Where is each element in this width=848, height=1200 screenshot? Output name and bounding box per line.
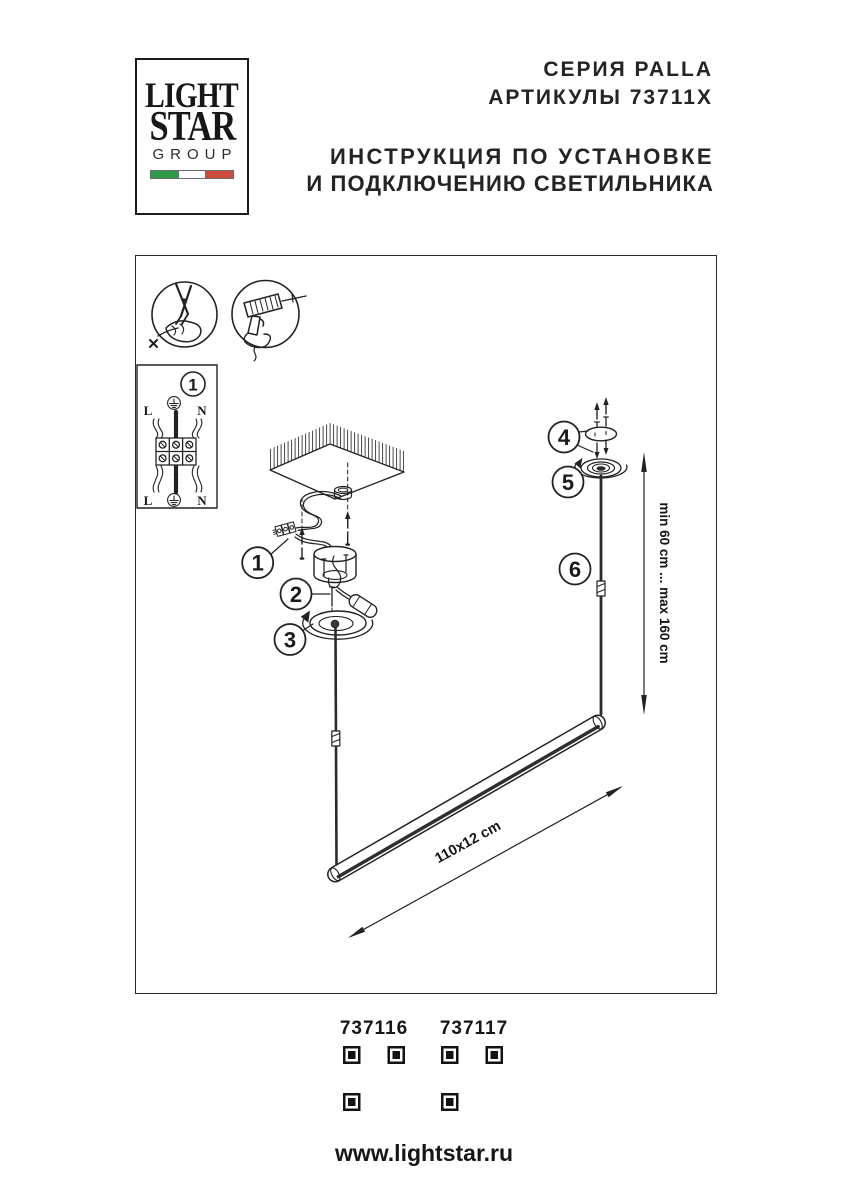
instruction-line-2: И ПОДКЛЮЧЕНИЮ СВЕТИЛЬНИКА — [306, 171, 714, 196]
flag-red-stripe — [206, 171, 233, 178]
wire-stripper-icon — [150, 282, 217, 347]
wiring-n-top: N — [197, 403, 207, 418]
fixture-size-label: 110x12 cm — [432, 817, 504, 868]
suspension-rod-left — [332, 628, 340, 864]
height-dimension — [641, 452, 672, 715]
light-bar — [325, 713, 608, 885]
article-code-1: 737116 — [339, 1018, 409, 1039]
article-code-2: 737117 — [439, 1018, 509, 1039]
step-6: 6 — [568, 556, 582, 582]
italian-flag — [150, 170, 234, 179]
logo-word-star: STAR — [148, 104, 236, 150]
height-range-label: min 60 cm ... max 160 cm — [657, 502, 672, 664]
length-dimension — [348, 786, 623, 938]
title-block — [488, 56, 713, 112]
flag-green-stripe — [151, 171, 179, 178]
step-3: 3 — [283, 627, 297, 653]
wiring-n-bottom: N — [197, 493, 207, 508]
wiring-l-bottom: L — [143, 493, 153, 508]
step-2: 2 — [289, 581, 303, 607]
rod-ferrule-right — [597, 581, 605, 596]
flag-white-stripe — [179, 171, 207, 178]
wiring-l-top: L — [143, 403, 153, 418]
ceiling-panel — [270, 423, 404, 500]
series-title: СЕРИЯ PALLA — [543, 58, 713, 81]
website-url: www.lightstar.ru — [334, 1140, 514, 1166]
wiring-diagram — [137, 365, 217, 508]
instruction-title — [306, 143, 714, 197]
logo-word-light: LIGHT — [145, 75, 239, 115]
suspension-rod-right — [597, 476, 605, 714]
step-1: 1 — [251, 550, 264, 576]
ceiling-plate-step4 — [586, 397, 617, 459]
terminal-plug — [272, 522, 296, 537]
qr-code-737117 — [441, 1046, 503, 1111]
logo-word-group: GROUP — [152, 146, 238, 163]
step-5: 5 — [561, 469, 575, 495]
step-4: 4 — [557, 424, 571, 450]
rod-ferrule-left — [332, 731, 340, 746]
qr-code-737116 — [343, 1046, 405, 1111]
installation-diagram — [135, 255, 717, 994]
lightstar-logo — [135, 58, 249, 215]
articles-title: АРТИКУЛЫ 73711X — [488, 86, 713, 109]
instruction-line-1: ИНСТРУКЦИЯ ПО УСТАНОВКЕ — [330, 144, 714, 169]
drill-icon — [232, 281, 306, 362]
wiring-step-number: 1 — [188, 375, 198, 395]
